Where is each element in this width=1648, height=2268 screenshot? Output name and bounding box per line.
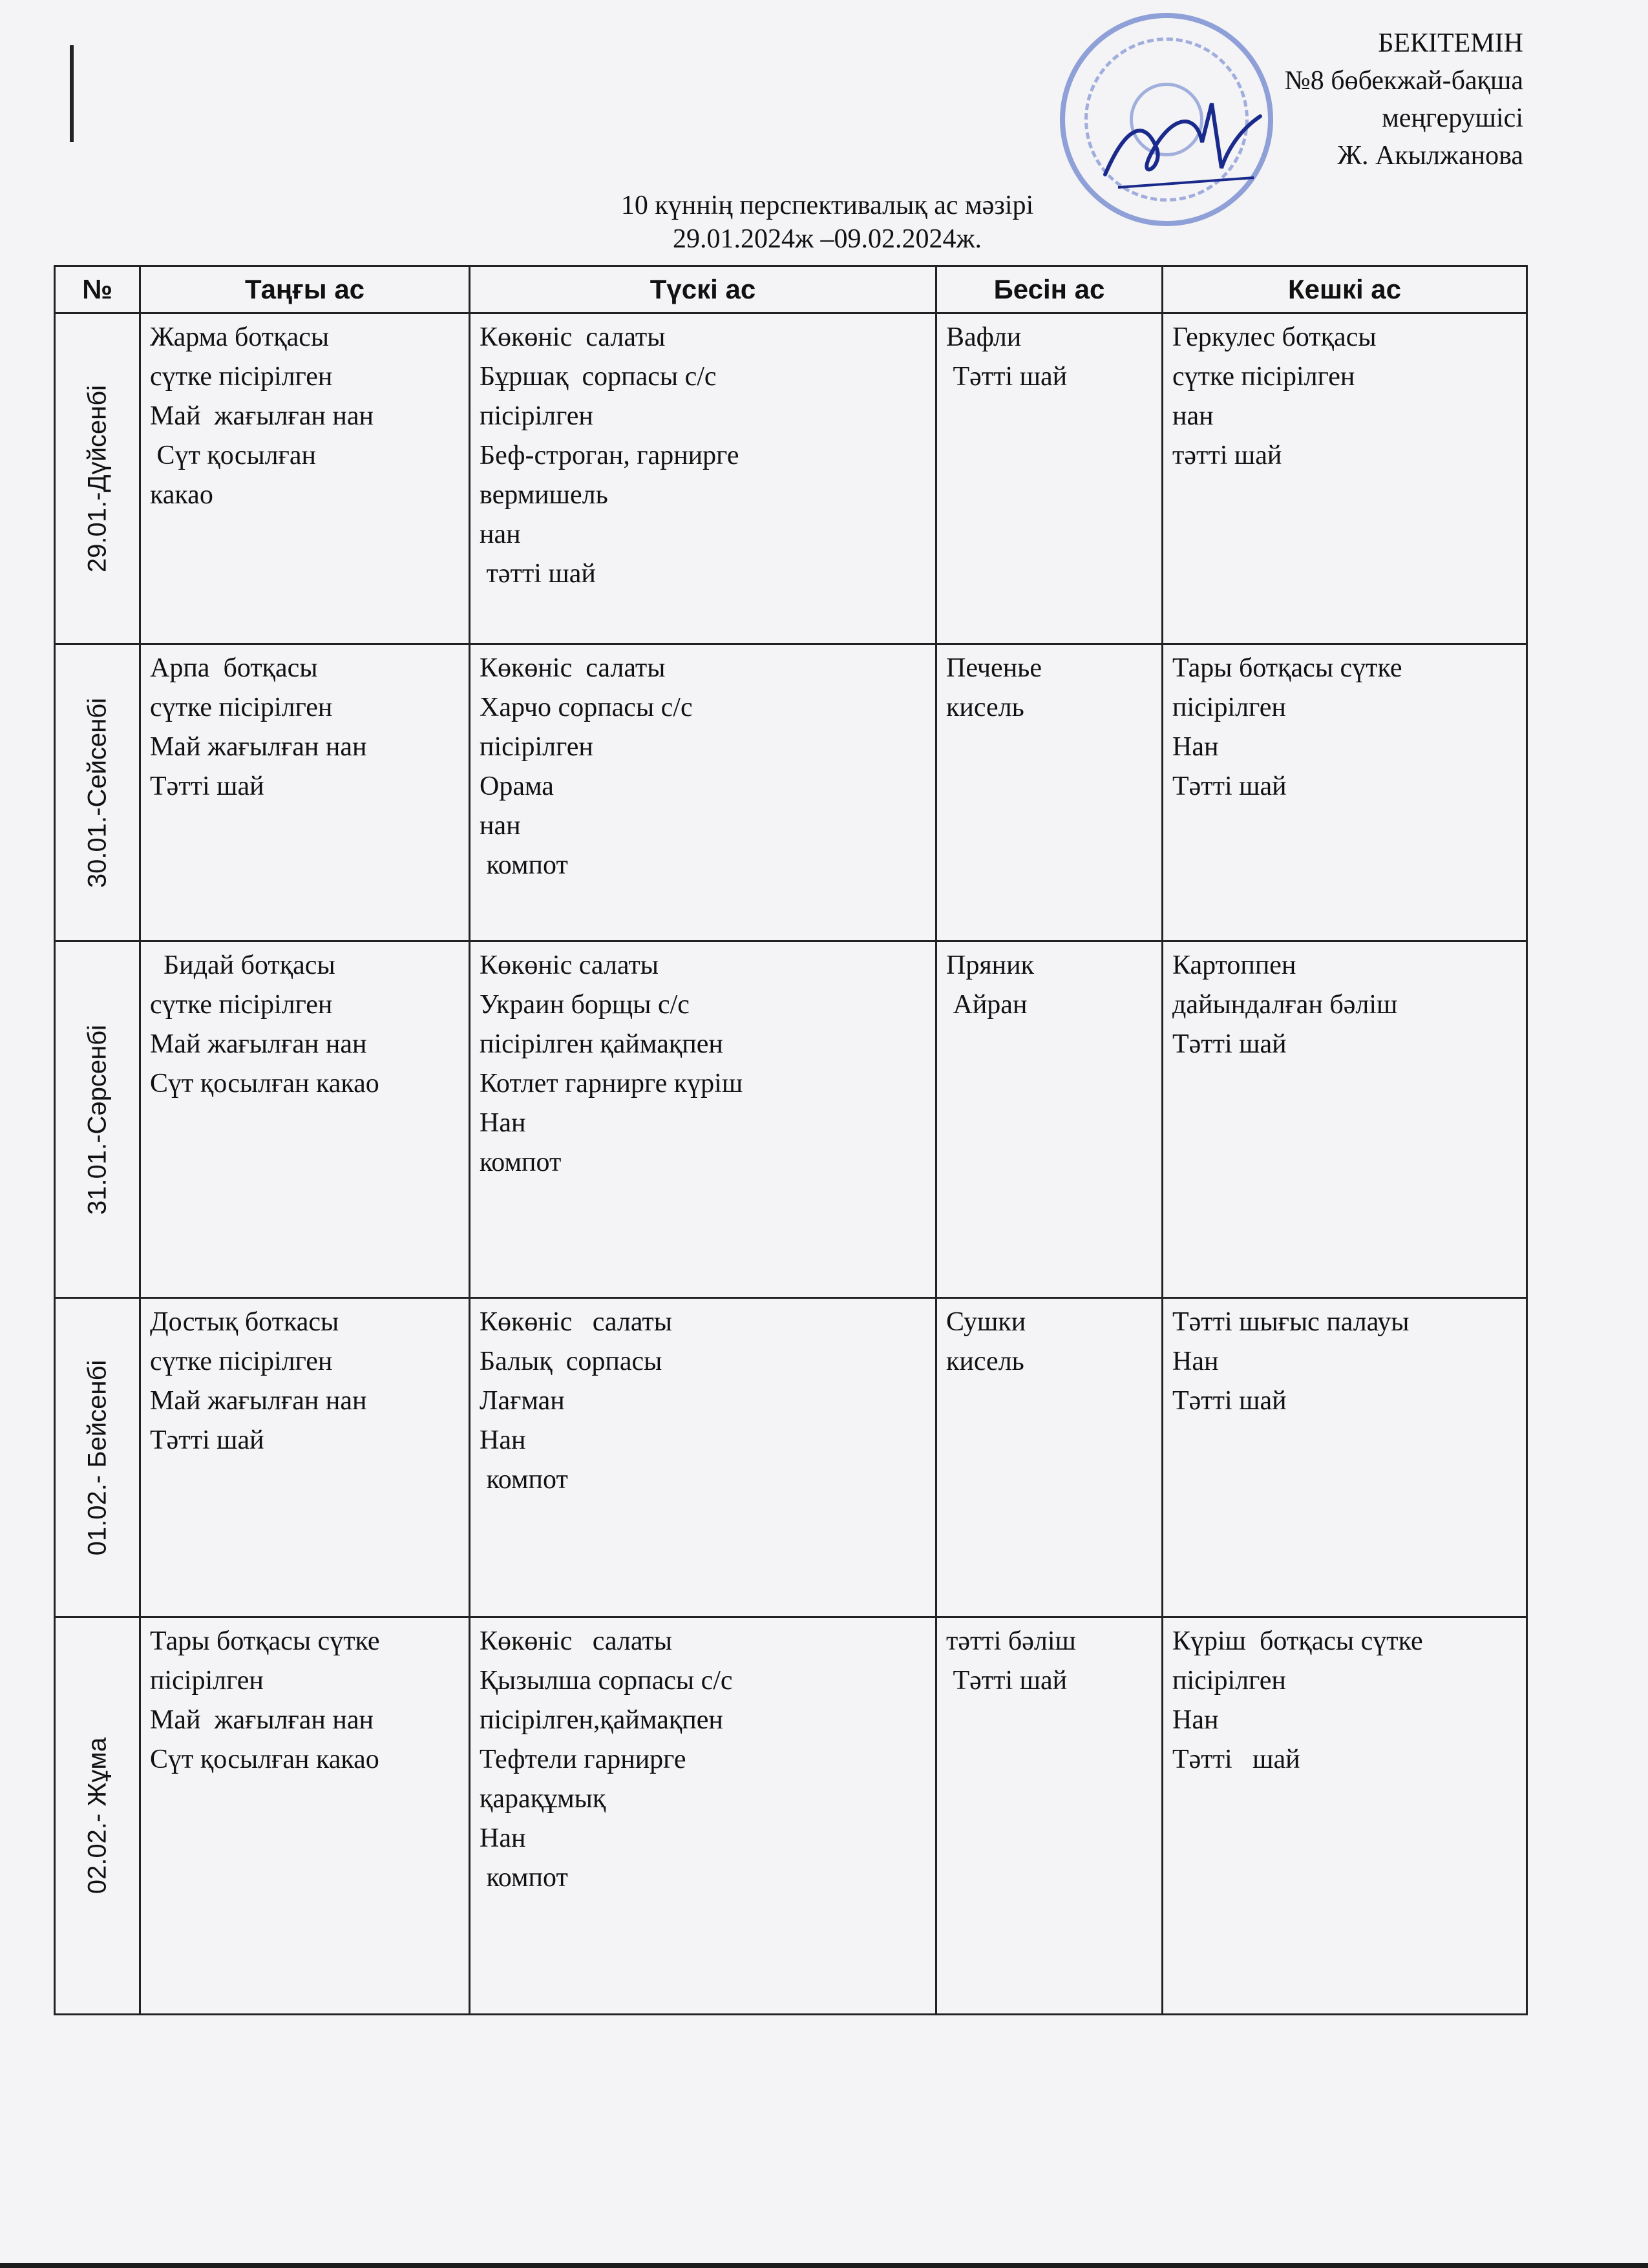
breakfast-cell [140, 313, 470, 644]
menu-item: дайындалған бәліш [1172, 990, 1398, 1020]
scan-edge-mark [70, 45, 74, 142]
signature [1099, 90, 1267, 200]
menu-item: Тәтті шай [946, 362, 1068, 392]
menu-item: Тәтті шай [1172, 1029, 1287, 1059]
menu-item: компот [480, 850, 568, 880]
menu-item: Вафли [946, 322, 1022, 352]
menu-item: Көкөніс салаты [480, 950, 659, 980]
menu-item: нан [1172, 401, 1214, 431]
snack-cell [936, 313, 1163, 644]
menu-item: Май жағылған нан [150, 1705, 374, 1735]
day-cell [55, 1298, 140, 1617]
menu-item: Май жағылған нан [150, 732, 367, 762]
menu-item: Нан [1172, 1705, 1219, 1735]
menu-item: Тефтели гарнирге [480, 1745, 686, 1774]
dinner-cell [1163, 1298, 1527, 1617]
menu-item: Нан [480, 1823, 526, 1853]
snack-cell [936, 941, 1163, 1298]
menu-item: Нан [480, 1108, 526, 1138]
menu-item: Тәтті шай [1172, 1745, 1300, 1774]
menu-item: сүтке пісірілген [150, 990, 333, 1020]
header-snack: Бесін ас [936, 266, 1163, 313]
menu-item: Қызылша сорпасы с/с [480, 1666, 733, 1696]
menu-item: пісірілген,қаймақпен [480, 1705, 723, 1735]
lunch-cell [470, 1298, 936, 1617]
menu-item: Харчо сорпасы с/с [480, 693, 693, 722]
menu-item: қарақұмық [480, 1784, 606, 1814]
menu-item: Достық боткасы [150, 1307, 339, 1337]
approval-line: БЕКІТЕМІН [1378, 28, 1523, 58]
menu-item: нан [480, 520, 521, 549]
menu-item: Тәтті шай [1172, 1386, 1287, 1416]
menu-item: компот [480, 1465, 568, 1495]
menu-item: кисель [946, 693, 1024, 722]
menu-item: Көкөніс салаты [480, 1626, 672, 1656]
menu-item: Тәтті шай [946, 1666, 1068, 1696]
dinner-cell [1163, 644, 1527, 941]
menu-item: компот [480, 1863, 568, 1893]
day-label: 01.02.- Бейсенбі [83, 1360, 111, 1555]
menu-item: Сушки [946, 1307, 1026, 1337]
menu-item: компот [480, 1148, 562, 1177]
breakfast-cell [140, 1617, 470, 2015]
lunch-cell [470, 941, 936, 1298]
menu-item: Жарма ботқасы [150, 322, 330, 352]
menu-item: Беф-строган, гарнирге [480, 441, 739, 470]
menu-item: Тәтті шай [1172, 772, 1287, 801]
menu-item: Лағман [480, 1386, 565, 1416]
lunch-cell [470, 644, 936, 941]
lunch-cell [470, 1617, 936, 2015]
day-cell [55, 313, 140, 644]
day-cell [55, 644, 140, 941]
menu-item: Тары ботқасы сүтке [150, 1626, 380, 1656]
menu-item: Көкөніс салаты [480, 653, 666, 683]
menu-item: Бұршақ сорпасы с/с [480, 362, 717, 392]
menu-item: Нан [1172, 1347, 1219, 1376]
day-label: 29.01.-Дүйсенбі [83, 384, 111, 572]
menu-item: тәтті шай [480, 559, 596, 589]
menu-item: пісірілген [480, 732, 593, 762]
menu-item: Котлет гарнирге күріш [480, 1069, 743, 1098]
approval-line: №8 бөбекжай-бақша [1284, 66, 1523, 96]
menu-item: Май жағылған нан [150, 401, 374, 431]
dinner-cell [1163, 941, 1527, 1298]
document-dates: 29.01.2024ж –09.02.2024ж. [672, 224, 982, 254]
day-cell [55, 1617, 140, 2015]
menu-item: тәтті бәліш [946, 1626, 1076, 1656]
table-row [55, 644, 1527, 941]
snack-cell [936, 1298, 1163, 1617]
dinner-cell [1163, 1617, 1527, 2015]
menu-item: пісірілген [1172, 693, 1286, 722]
menu-item: Сүт қосылған какао [150, 1745, 379, 1774]
menu-item: Май жағылған нан [150, 1386, 367, 1416]
header-breakfast: Таңғы ас [140, 266, 470, 313]
menu-item: Көкөніс салаты [480, 1307, 672, 1337]
table-row [55, 1617, 1527, 2015]
menu-table [54, 265, 1528, 2015]
menu-item: Тәтті шай [150, 772, 264, 801]
menu-item: пісірілген қаймақпен [480, 1029, 723, 1059]
menu-item: Картоппен [1172, 950, 1296, 980]
menu-item: Сүт қосылған какао [150, 1069, 379, 1098]
menu-item: сүтке пісірілген [1172, 362, 1355, 392]
menu-item: сүтке пісірілген [150, 362, 333, 392]
day-cell [55, 941, 140, 1298]
snack-cell [936, 644, 1163, 941]
menu-item: Бидай ботқасы [150, 950, 335, 980]
menu-item: Көкөніс салаты [480, 322, 666, 352]
menu-item: Тары ботқасы сүтке [1172, 653, 1402, 683]
menu-item: Геркулес ботқасы [1172, 322, 1377, 352]
menu-item: Тәтті шығыс палауы [1172, 1307, 1410, 1337]
menu-item: пісірілген [480, 401, 593, 431]
breakfast-cell [140, 941, 470, 1298]
table-row [55, 1298, 1527, 1617]
header-number: № [55, 266, 140, 313]
menu-item: Арпа ботқасы [150, 653, 318, 683]
menu-item: вермишель [480, 480, 608, 510]
breakfast-cell [140, 1298, 470, 1617]
menu-item: сүтке пісірілген [150, 1347, 333, 1376]
table-header-row [55, 266, 1527, 313]
menu-item: Нан [1172, 732, 1219, 762]
approval-block [1285, 25, 1523, 174]
day-label: 02.02.- Жұма [83, 1737, 111, 1895]
dinner-cell [1163, 313, 1527, 644]
menu-item: пісірілген [150, 1666, 264, 1696]
table-row [55, 313, 1527, 644]
menu-item: Сүт қосылған [150, 441, 316, 470]
menu-item: сүтке пісірілген [150, 693, 333, 722]
approval-line: Ж. Акылжанова [1337, 141, 1523, 171]
menu-item: тәтті шай [1172, 441, 1282, 470]
menu-item: Айран [946, 990, 1028, 1020]
snack-cell [936, 1617, 1163, 2015]
menu-item: Печенье [946, 653, 1042, 683]
menu-item: пісірілген [1172, 1666, 1286, 1696]
day-label: 30.01.-Сейсенбі [83, 697, 111, 888]
approval-line: меңгерушісі [1382, 103, 1523, 133]
menu-item: Украин борщы с/с [480, 990, 690, 1020]
day-label: 31.01.-Сәрсенбі [83, 1024, 111, 1215]
menu-item: какао [150, 480, 213, 510]
menu-item: кисель [946, 1347, 1024, 1376]
menu-item: Тәтті шай [150, 1425, 264, 1455]
lunch-cell [470, 313, 936, 644]
menu-item: нан [480, 811, 521, 841]
breakfast-cell [140, 644, 470, 941]
header-dinner: Кешкі ас [1163, 266, 1527, 313]
menu-item: Орама [480, 772, 554, 801]
document-heading [504, 189, 1150, 256]
menu-item: Күріш ботқасы сүтке [1172, 1626, 1423, 1656]
scan-bottom-edge [0, 2263, 1648, 2268]
header-lunch: Түскі ас [470, 266, 936, 313]
menu-item: Балық сорпасы [480, 1347, 662, 1376]
table-row [55, 941, 1527, 1298]
menu-item: Пряник [946, 950, 1035, 980]
menu-item: Нан [480, 1425, 526, 1455]
document-title: 10 күннің перспективалық ас мәзірі [620, 191, 1034, 220]
menu-item: Май жағылған нан [150, 1029, 367, 1059]
